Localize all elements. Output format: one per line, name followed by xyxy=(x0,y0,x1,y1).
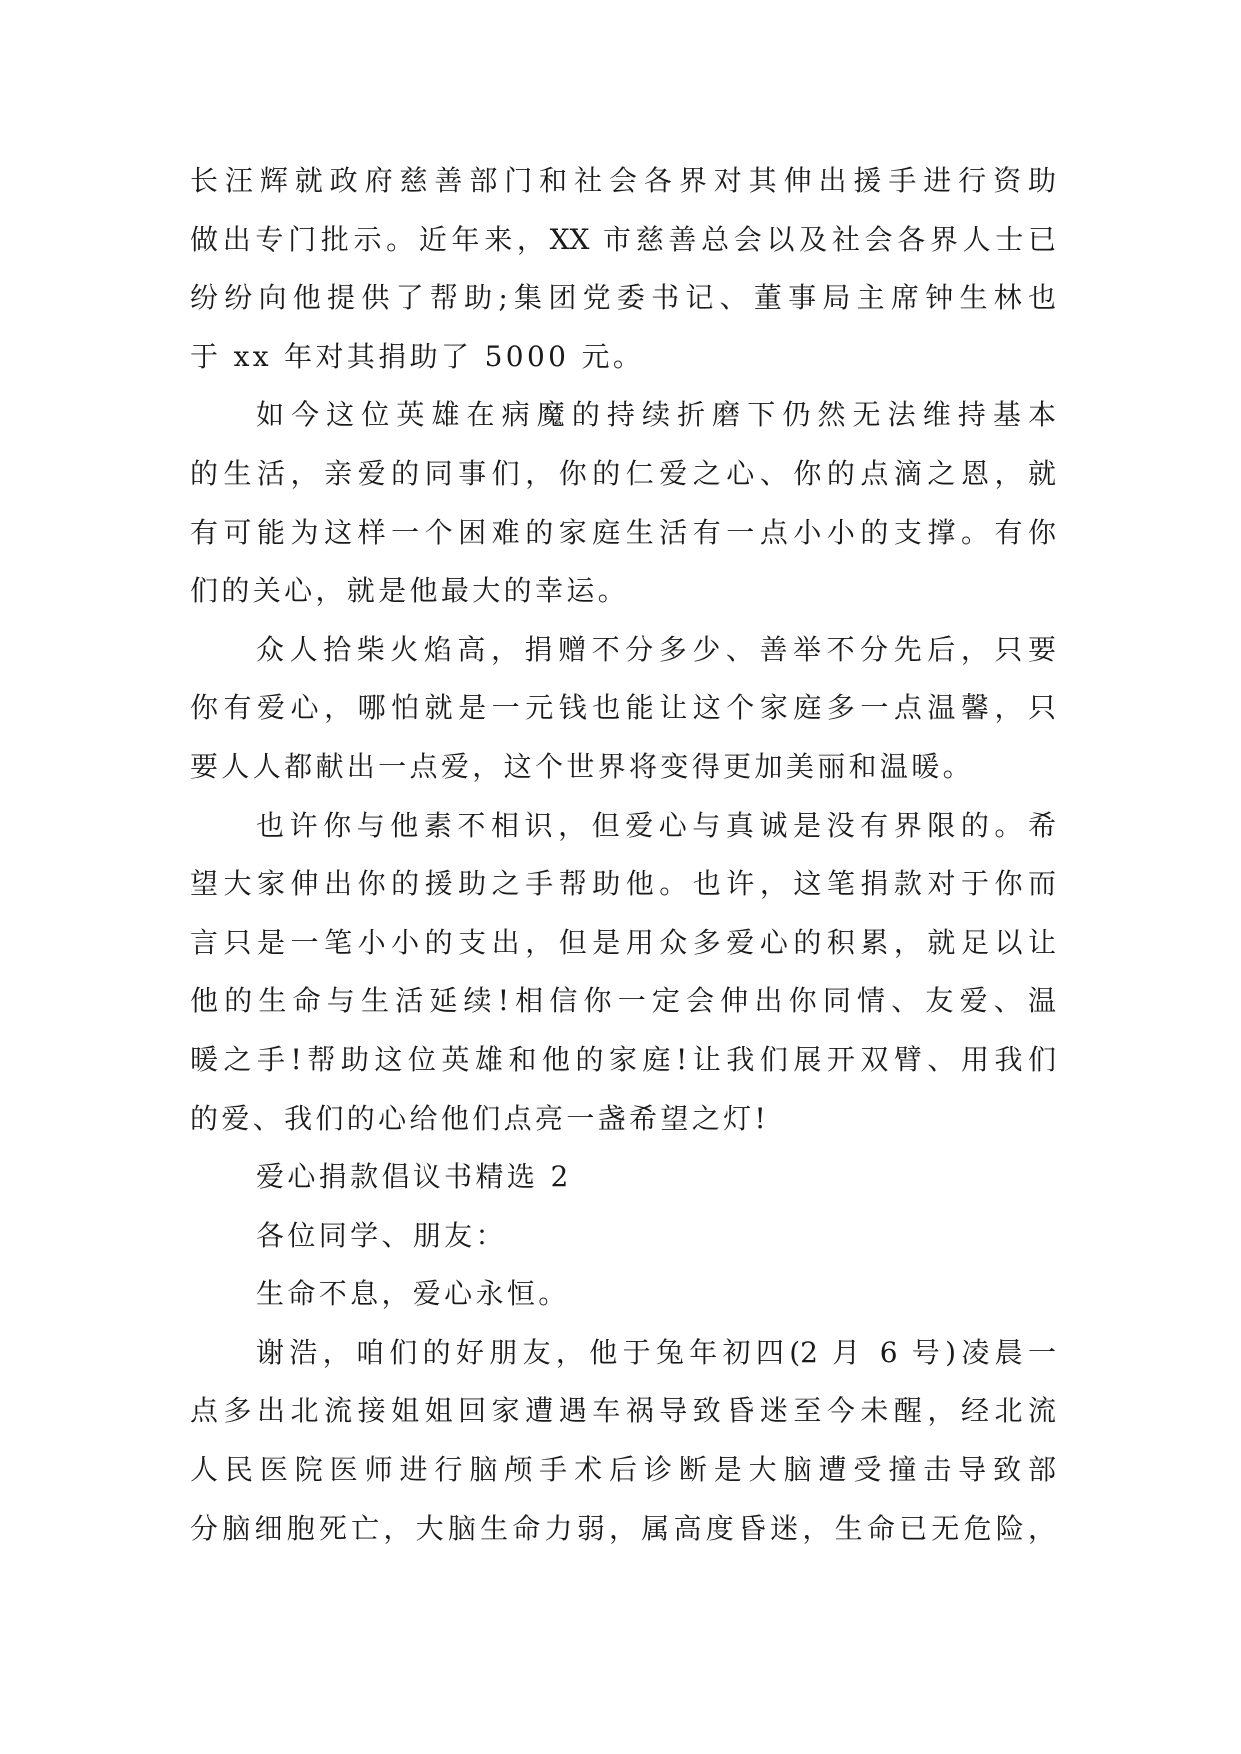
text-line: 的生活，亲爱的同事们，你的仁爱之心、你的点滴之恩，就 xyxy=(190,456,1056,490)
text-line: 各位同学、朋友： xyxy=(256,1218,507,1252)
text-line: 长汪辉就政府慈善部门和社会各界对其伸出援手进行资助 xyxy=(190,164,1056,197)
text-line: 众人拾柴火焰高，捐赠不分多少、善举不分先后，只要 xyxy=(256,632,1056,666)
text-line: 们的关心，就是他最大的幸运。 xyxy=(190,574,630,608)
text-line: 言只是一笔小小的支出，但是用众多爱心的积累，就足以让 xyxy=(190,925,1056,959)
text-line: 也许你与他素不相识，但爱心与真诚是没有界限的。希 xyxy=(256,808,1056,842)
text-line: 爱心捐款倡议书精选 2 xyxy=(256,1160,572,1194)
text-line: 分脑细胞死亡，大脑生命力弱，属高度昏迷，生命已无危险， xyxy=(190,1511,1056,1545)
text-line: 生命不息，爱心永恒。 xyxy=(256,1277,570,1311)
text-line: 他的生命与生活延续!相信你一定会伸出你同情、友爱、温 xyxy=(190,984,1056,1018)
text-line: 谢浩，咱们的好朋友，他于兔年初四(2 月 6 号)凌晨一 xyxy=(256,1335,1056,1369)
document-body xyxy=(190,152,1056,1558)
text-line: 如今这位英雄在病魔的持续折磨下仍然无法维持基本 xyxy=(256,398,1056,432)
text-line: 点多出北流接姐姐回家遭遇车祸导致昏迷至今未醒，经北流 xyxy=(190,1394,1056,1428)
text-line: 你有爱心，哪怕就是一元钱也能让这个家庭多一点温馨，只 xyxy=(190,691,1056,725)
text-line: 有可能为这样一个困难的家庭生活有一点小小的支撑。有你 xyxy=(190,515,1056,549)
text-line: 做出专门批示。近年来，XX 市慈善总会以及社会各界人士已 xyxy=(190,222,1056,256)
text-line: 要人人都献出一点爱，这个世界将变得更加美丽和温暖。 xyxy=(190,749,975,783)
text-line: 人民医院医师进行脑颅手术后诊断是大脑遭受撞击导致部 xyxy=(190,1453,1056,1487)
text-line: 的爱、我们的心给他们点亮一盏希望之灯! xyxy=(190,1101,770,1135)
text-line: 于 xx 年对其捐助了 5000 元。 xyxy=(190,339,645,373)
text-line: 暖之手!帮助这位英雄和他的家庭!让我们展开双臂、用我们 xyxy=(190,1042,1056,1076)
text-line: 纷纷向他提供了帮助;集团党委书记、董事局主席钟生林也 xyxy=(190,281,1056,315)
text-line: 望大家伸出你的援助之手帮助他。也许，这笔捐款对于你而 xyxy=(190,867,1056,901)
